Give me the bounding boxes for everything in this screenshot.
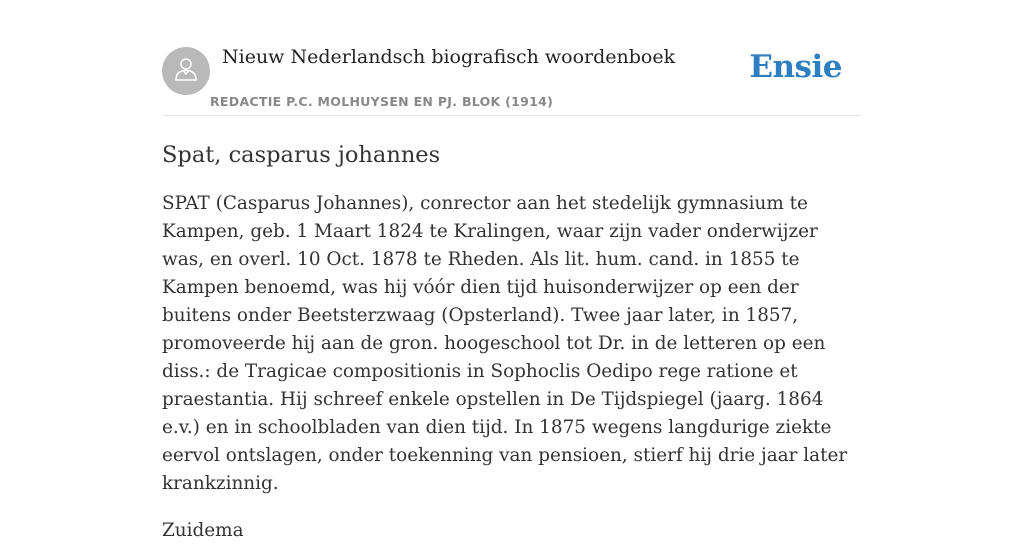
brand-logo[interactable]: Ensie	[749, 49, 842, 85]
entry-author: Zuidema	[162, 520, 244, 541]
entry-card	[162, 40, 862, 545]
source-editors: REDACTIE P.C. MOLHUYSEN EN PJ. BLOK (1914)	[210, 94, 554, 109]
source-title[interactable]: Nieuw Nederlandsch biografisch woordenboek	[222, 46, 676, 68]
avatar[interactable]	[162, 47, 210, 95]
user-icon	[172, 55, 200, 87]
source-header	[162, 40, 862, 116]
entry-title: Spat, casparus johannes	[162, 142, 441, 168]
entry-text: SPAT (Casparus Johannes), conrector aan het stedelijk gymnasium te Kampen, geb. 1 Maart 1824 te Kralingen, waar zijn vader onderwijzer was, en overl. 10 Oct. 1878 te Rheden. Als lit. hum. cand. in 1855 te Kampen benoemd, was hij vóór dien tijd huisonderwijzer op een der buitens onder Beetsterzwaag (Opsterland). Twee jaar later, in 1857, promoveerde hij aan de gron. hoogeschool tot Dr. in de letteren op een diss.: de Tragicae compositionis in Sophoclis Oedipo rege ratione et praestantia. Hij schreef enkele opstellen in De Tijdspiegel (jaarg. 1864 e.v.) en in schoolbladen van dien tijd. In 1875 wegens langdurige ziekte eervol ontslagen, onder toekenning van pensioen, stierf hij drie jaar later krankzinnig.	[162, 193, 848, 494]
